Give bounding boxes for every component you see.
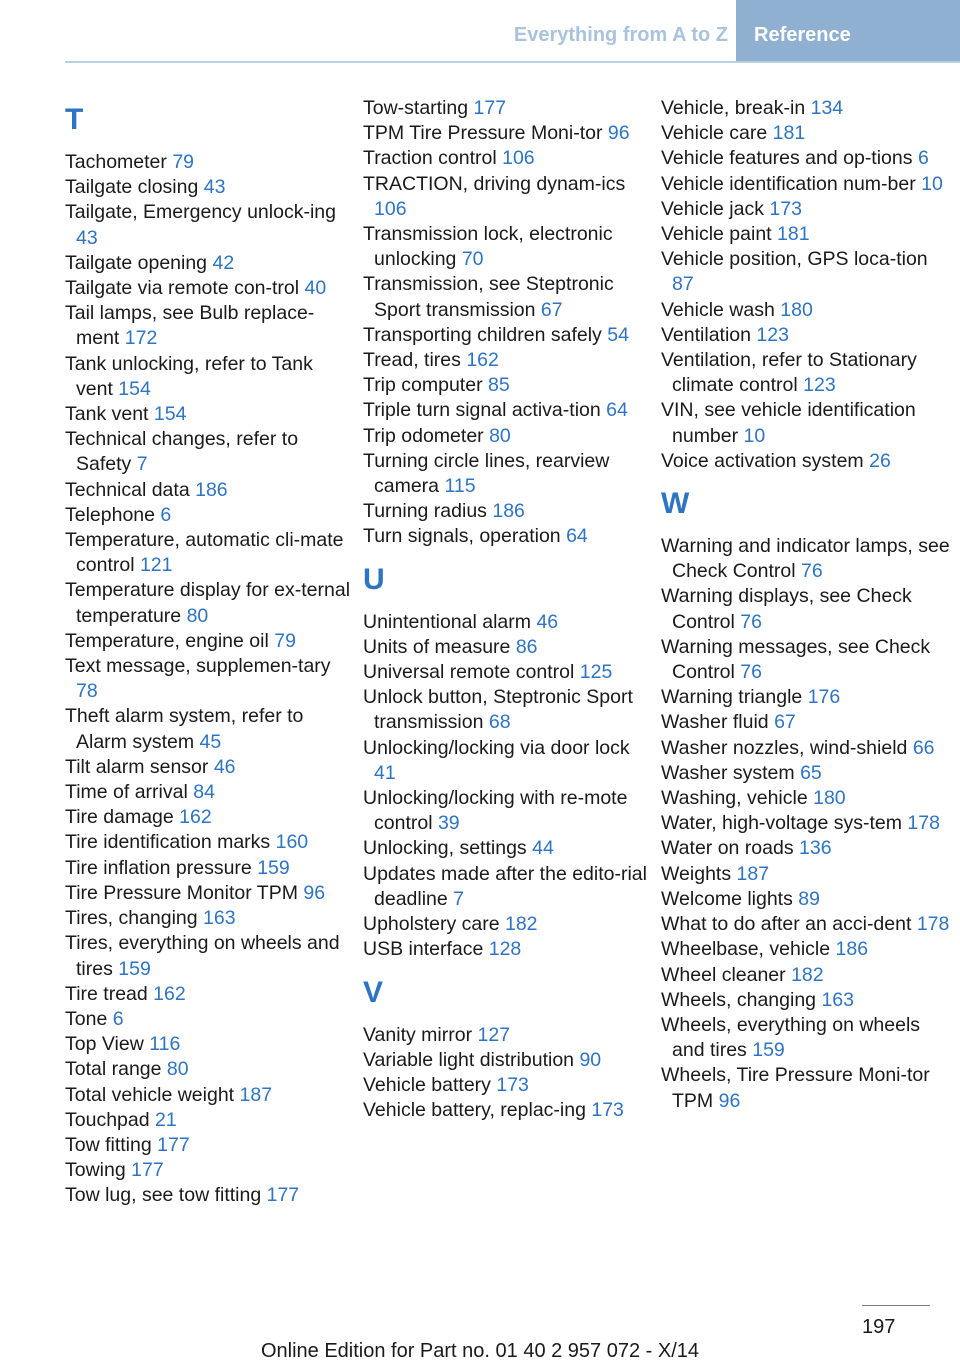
index-entry-text: Unlocking, settings bbox=[363, 837, 527, 860]
index-entry-text: Theft alarm system, refer to Alarm system bbox=[65, 705, 304, 753]
page-reference-link[interactable]: 67 bbox=[540, 298, 563, 321]
page-reference-link[interactable]: 181 bbox=[777, 223, 810, 246]
index-entry bbox=[661, 761, 951, 786]
index-entry bbox=[65, 654, 355, 704]
index-column-1 bbox=[65, 96, 355, 1209]
footer-divider bbox=[862, 1305, 930, 1306]
index-entry-text: Unlock button, Steptronic Sport transmission bbox=[363, 686, 633, 734]
index-entry bbox=[661, 862, 951, 887]
index-entry bbox=[65, 629, 355, 654]
index-entry bbox=[661, 912, 951, 937]
page-reference-link[interactable]: 180 bbox=[813, 787, 846, 810]
index-entry bbox=[661, 348, 951, 398]
page-header bbox=[0, 0, 960, 62]
index-entry-text: Transmission, see Steptronic Sport transmission bbox=[363, 273, 614, 321]
index-entry-text: Tilt alarm sensor bbox=[65, 755, 209, 778]
index-entry-text: Ventilation bbox=[661, 323, 751, 346]
index-column-3 bbox=[661, 96, 951, 1114]
index-letter-heading: V bbox=[363, 975, 384, 1009]
index-entry bbox=[65, 931, 355, 981]
page-reference-link[interactable]: 10 bbox=[743, 424, 766, 447]
index-entry-text: Total vehicle weight bbox=[65, 1083, 235, 1106]
index-entry bbox=[661, 736, 951, 761]
page-reference-link[interactable]: 21 bbox=[155, 1108, 177, 1131]
index-entry-text: Tire damage bbox=[65, 806, 174, 829]
index-entry bbox=[65, 906, 355, 931]
page-reference-link[interactable]: 87 bbox=[672, 273, 694, 296]
page-reference-link[interactable]: 78 bbox=[76, 680, 98, 703]
index-entry-text: Warning and indicator lamps, see Check Control bbox=[661, 535, 950, 583]
page-reference-link[interactable]: 89 bbox=[798, 887, 820, 910]
index-entry-text: Updates made after the edito-rial deadline bbox=[363, 862, 647, 910]
index-entry bbox=[661, 710, 951, 735]
page-reference-link[interactable]: 125 bbox=[579, 661, 613, 684]
index-entry-text: Wheel cleaner bbox=[661, 963, 786, 986]
index-entry bbox=[65, 704, 355, 754]
index-entry bbox=[661, 222, 951, 247]
index-entry bbox=[363, 348, 653, 373]
index-entry-text: Voice activation system bbox=[661, 449, 864, 472]
page-reference-link[interactable]: 186 bbox=[492, 500, 525, 523]
index-entry bbox=[661, 398, 951, 448]
index-entry bbox=[363, 786, 653, 836]
index-entry-text: Trip computer bbox=[363, 374, 483, 397]
index-entry bbox=[661, 96, 951, 121]
index-entry bbox=[363, 373, 653, 398]
index-entry-text: Variable light distribution bbox=[363, 1048, 575, 1071]
index-entry-text: Trip odometer bbox=[363, 424, 484, 447]
index-entry-text: Weights bbox=[661, 862, 732, 885]
index-entry-text: Tire inflation pressure bbox=[65, 856, 252, 879]
page-reference-link[interactable]: 85 bbox=[487, 374, 510, 397]
index-entry-text: VIN, see vehicle identification number bbox=[661, 399, 916, 447]
index-entry bbox=[661, 836, 951, 861]
index-entry-text: Unintentional alarm bbox=[363, 610, 532, 633]
index-entry-text: Welcome lights bbox=[661, 887, 793, 910]
index-entry bbox=[65, 402, 355, 427]
index-entry bbox=[65, 856, 355, 881]
index-entry bbox=[65, 830, 355, 855]
index-entry bbox=[65, 175, 355, 200]
index-entry-text: Temperature display for ex-ternal temperature bbox=[65, 579, 351, 627]
index-entry bbox=[363, 323, 653, 348]
page-number: 197 bbox=[862, 1316, 896, 1338]
index-entry bbox=[363, 524, 653, 549]
index-entry bbox=[363, 398, 653, 423]
page-reference-link[interactable]: 79 bbox=[274, 629, 296, 652]
index-entry bbox=[363, 862, 653, 912]
page-reference-link[interactable]: 70 bbox=[461, 248, 484, 271]
header-divider bbox=[65, 61, 960, 63]
page-reference-link[interactable]: 177 bbox=[473, 97, 507, 119]
index-entry-text: Tow-starting bbox=[363, 97, 469, 119]
index-entry bbox=[65, 276, 355, 301]
index-entry bbox=[65, 1057, 355, 1082]
index-entry-text: Tank unlocking, refer to Tank vent bbox=[65, 352, 313, 400]
index-entry bbox=[65, 805, 355, 830]
page-reference-link[interactable]: 178 bbox=[907, 812, 940, 835]
index-entry-text: Turning radius bbox=[363, 500, 487, 523]
index-entry-text: Text message, supplemen-tary bbox=[65, 655, 331, 678]
page-reference-link[interactable]: 76 bbox=[740, 661, 762, 684]
index-entry-text: Top View bbox=[65, 1033, 144, 1056]
page-reference-link[interactable]: 80 bbox=[166, 1058, 189, 1081]
index-entry-text: Tailgate closing bbox=[65, 176, 199, 199]
index-entry bbox=[363, 660, 653, 685]
index-entry bbox=[363, 937, 653, 962]
page-reference-link[interactable]: 115 bbox=[444, 475, 476, 498]
page-reference-link[interactable]: 6 bbox=[917, 147, 929, 170]
page-reference-link[interactable]: 26 bbox=[869, 449, 891, 472]
page-reference-link[interactable]: 106 bbox=[374, 197, 407, 220]
page-reference-link[interactable]: 186 bbox=[195, 478, 228, 501]
index-entry bbox=[65, 1183, 355, 1208]
index-entry-text: Tail lamps, see Bulb replace-ment bbox=[65, 302, 315, 350]
page-reference-link[interactable]: 154 bbox=[118, 377, 151, 400]
index-entry-text: Tailgate via remote con-trol bbox=[65, 277, 300, 300]
index-entry-text: Towing bbox=[65, 1159, 126, 1182]
index-entry bbox=[363, 222, 653, 272]
index-entry bbox=[661, 449, 951, 474]
index-entry bbox=[65, 251, 355, 276]
page-reference-link[interactable]: 177 bbox=[131, 1159, 164, 1182]
page-reference-link[interactable]: 76 bbox=[740, 610, 762, 633]
index-entry-text: Technical changes, refer to Safety bbox=[65, 428, 299, 476]
index-entry-text: What to do after an acci-dent bbox=[661, 913, 912, 936]
index-entry bbox=[65, 982, 355, 1007]
index-entry bbox=[661, 685, 951, 710]
page-reference-link[interactable]: 177 bbox=[157, 1133, 190, 1156]
index-entry-text: Warning messages, see Check Control bbox=[661, 635, 931, 684]
index-entry bbox=[65, 427, 355, 477]
index-entry-text: Wheelbase, vehicle bbox=[661, 938, 831, 961]
index-entry bbox=[363, 424, 653, 449]
index-entry bbox=[661, 197, 951, 222]
page-reference-link[interactable]: 90 bbox=[579, 1048, 602, 1071]
index-entry bbox=[363, 449, 653, 499]
index-entry bbox=[363, 836, 653, 861]
index-entry-text: Warning displays, see Check Control bbox=[661, 585, 912, 633]
page-reference-link[interactable]: 159 bbox=[257, 856, 290, 879]
page-reference-link[interactable]: 106 bbox=[502, 147, 535, 170]
page-reference-link[interactable]: 96 bbox=[303, 881, 326, 904]
index-entry bbox=[661, 121, 951, 146]
page-reference-link[interactable]: 46 bbox=[536, 610, 559, 633]
index-entry bbox=[363, 172, 653, 222]
index-entry-text: Total range bbox=[65, 1058, 162, 1081]
index-letter-heading: T bbox=[65, 103, 84, 136]
index-entry bbox=[65, 1032, 355, 1057]
page-reference-link[interactable]: 159 bbox=[118, 957, 151, 980]
index-entry bbox=[661, 1063, 951, 1113]
page-reference-link[interactable]: 172 bbox=[124, 327, 158, 350]
index-entry bbox=[363, 1098, 653, 1123]
index-entry bbox=[661, 988, 951, 1013]
index-entry-text: Washer system bbox=[661, 761, 795, 784]
index-entry bbox=[661, 635, 951, 685]
index-entry-text: TPM Tire Pressure Moni-tor bbox=[363, 122, 603, 145]
index-entry-text: Washer fluid bbox=[661, 711, 769, 734]
page-reference-link[interactable]: 136 bbox=[799, 837, 832, 860]
page-reference-link[interactable]: 123 bbox=[803, 374, 836, 397]
page-reference-link[interactable]: 79 bbox=[172, 151, 195, 173]
index-entry bbox=[661, 786, 951, 811]
index-entry-text: Transmission lock, electronic unlocking bbox=[363, 223, 613, 271]
index-entry-text: Turn signals, operation bbox=[363, 525, 561, 548]
page-reference-link[interactable]: 162 bbox=[466, 349, 499, 372]
page-reference-link[interactable]: 121 bbox=[139, 554, 173, 577]
index-entry-text: Turning circle lines, rearview camera bbox=[363, 449, 610, 498]
index-entry bbox=[65, 1007, 355, 1032]
page-reference-link[interactable]: 66 bbox=[912, 736, 935, 759]
index-entry-text: Unlocking/locking via door lock bbox=[363, 736, 630, 759]
index-entry-text: Temperature, engine oil bbox=[65, 629, 269, 652]
index-entry bbox=[661, 247, 951, 297]
page-reference-link[interactable]: 187 bbox=[736, 862, 770, 885]
index-entry-text: Time of arrival bbox=[65, 781, 188, 804]
index-entry-text: Vehicle battery, replac-ing bbox=[363, 1099, 586, 1122]
index-entry-text: Water on roads bbox=[661, 837, 794, 860]
page-reference-link[interactable]: 159 bbox=[752, 1039, 785, 1062]
index-entry-text: Wheels, changing bbox=[661, 988, 817, 1011]
index-letter-heading: W bbox=[661, 487, 690, 521]
index-entry bbox=[65, 780, 355, 805]
page-reference-link[interactable]: 10 bbox=[921, 172, 943, 195]
index-entry-text: Tire Pressure Monitor TPM bbox=[65, 881, 298, 904]
page-reference-link[interactable]: 96 bbox=[607, 122, 630, 145]
edition-line: Online Edition for Part no. 01 40 2 957 072 - X/14 bbox=[260, 1340, 700, 1362]
index-entry-text: Tow fitting bbox=[65, 1133, 152, 1156]
index-entry-text: Unlocking/locking with re-mote control bbox=[363, 787, 628, 835]
page-reference-link[interactable]: 163 bbox=[821, 988, 854, 1011]
index-entry bbox=[65, 301, 355, 351]
page-reference-link[interactable]: 134 bbox=[810, 97, 844, 119]
page-reference-link[interactable]: 182 bbox=[791, 963, 824, 986]
page-reference-link[interactable]: 182 bbox=[504, 913, 538, 936]
page-reference-link[interactable]: 178 bbox=[916, 913, 950, 936]
index-entry-text: Traction control bbox=[363, 147, 497, 170]
index-entry-text: Tailgate, Emergency unlock-ing bbox=[65, 201, 336, 224]
page-reference-link[interactable]: 41 bbox=[374, 761, 396, 784]
page-reference-link[interactable]: 80 bbox=[186, 604, 209, 627]
index-entry-text: Units of measure bbox=[363, 635, 511, 658]
index-entry-text: Tires, everything on wheels and tires bbox=[65, 932, 340, 980]
index-entry bbox=[661, 963, 951, 988]
index-entry bbox=[661, 887, 951, 912]
page-reference-link[interactable]: 186 bbox=[835, 938, 869, 961]
index-entry bbox=[363, 736, 653, 786]
index-entry bbox=[65, 1108, 355, 1133]
index-entry bbox=[363, 1073, 653, 1098]
index-entry-text: Vehicle wash bbox=[661, 298, 775, 321]
index-entry-text: Vehicle identification num-ber bbox=[661, 172, 916, 195]
page-reference-link[interactable]: 76 bbox=[800, 560, 823, 583]
page-reference-link[interactable]: 7 bbox=[453, 887, 465, 910]
index-entry bbox=[661, 172, 951, 197]
index-entry bbox=[65, 1133, 355, 1158]
index-entry-text: Vehicle, break-in bbox=[661, 97, 806, 119]
index-entry-text: Washer nozzles, wind-shield bbox=[661, 736, 908, 759]
page-reference-link[interactable]: 54 bbox=[607, 323, 629, 346]
page-reference-link[interactable]: 173 bbox=[591, 1099, 624, 1122]
index-entry bbox=[363, 610, 653, 635]
index-entry bbox=[363, 1023, 653, 1048]
index-entry-text: Tires, changing bbox=[65, 907, 198, 930]
index-entry bbox=[363, 635, 653, 660]
page-reference-link[interactable]: 177 bbox=[266, 1184, 300, 1207]
index-entry bbox=[363, 146, 653, 171]
page-reference-link[interactable]: 86 bbox=[515, 635, 538, 658]
index-entry-text: Vehicle paint bbox=[661, 223, 772, 246]
index-entry bbox=[661, 534, 951, 584]
index-entry-text: Tread, tires bbox=[363, 349, 461, 372]
index-entry bbox=[65, 200, 355, 250]
page-reference-link[interactable]: 43 bbox=[76, 226, 98, 249]
page-reference-link[interactable]: 68 bbox=[488, 711, 511, 734]
index-entry-text: Washing, vehicle bbox=[661, 787, 808, 810]
page-reference-link[interactable]: 7 bbox=[136, 453, 148, 476]
index-entry bbox=[661, 298, 951, 323]
page-reference-link[interactable]: 45 bbox=[199, 730, 222, 753]
index-entry-text: Tire tread bbox=[65, 982, 148, 1005]
index-entry-text: Technical data bbox=[65, 478, 190, 501]
page-reference-link[interactable]: 67 bbox=[774, 711, 796, 734]
index-entry-text: Water, high-voltage sys-tem bbox=[661, 812, 902, 835]
index-entry bbox=[65, 755, 355, 780]
index-entry bbox=[65, 528, 355, 578]
index-entry-text: Vehicle battery bbox=[363, 1073, 491, 1096]
index-entry-text: Vanity mirror bbox=[363, 1023, 473, 1046]
index-entry bbox=[363, 499, 653, 524]
index-entry-text: Transporting children safely bbox=[363, 323, 602, 346]
index-entry-text: Vehicle features and op-tions bbox=[661, 147, 913, 170]
page-reference-link[interactable]: 173 bbox=[769, 197, 802, 220]
index-entry-text: Ventilation, refer to Stationary climate control bbox=[661, 349, 917, 397]
page-reference-link[interactable]: 65 bbox=[800, 761, 822, 784]
index-entry-text: Vehicle care bbox=[661, 122, 768, 145]
index-entry bbox=[661, 1013, 951, 1063]
index-entry-text: Touchpad bbox=[65, 1108, 150, 1131]
index-entry-text: Wheels, Tire Pressure Moni-tor TPM bbox=[661, 1064, 930, 1112]
page-reference-link[interactable]: 116 bbox=[149, 1033, 181, 1056]
page-reference-link[interactable]: 123 bbox=[756, 323, 789, 346]
index-entry-text: Tank vent bbox=[65, 403, 149, 426]
page-reference-link[interactable]: 39 bbox=[437, 812, 460, 835]
index-entry-text: Warning triangle bbox=[661, 686, 803, 709]
index-entry bbox=[363, 912, 653, 937]
index-letter-heading: U bbox=[363, 562, 385, 596]
page-reference-link[interactable]: 160 bbox=[275, 831, 309, 854]
index-entry-text: Wheels, everything on wheels and tires bbox=[661, 1013, 921, 1062]
page-reference-link[interactable]: 127 bbox=[477, 1023, 511, 1046]
page-reference-link[interactable]: 162 bbox=[179, 806, 212, 829]
header-tab-reference: Reference bbox=[736, 0, 960, 62]
page-reference-link[interactable]: 181 bbox=[772, 122, 806, 145]
index-entry-text: Vehicle position, GPS loca-tion bbox=[661, 248, 928, 271]
index-entry bbox=[65, 881, 355, 906]
page-reference-link[interactable]: 154 bbox=[153, 403, 187, 426]
page-reference-link[interactable]: 6 bbox=[112, 1007, 124, 1030]
index-entry bbox=[65, 578, 355, 628]
index-entry-text: TRACTION, driving dynam-ics bbox=[363, 172, 626, 195]
index-entry bbox=[661, 323, 951, 348]
page-reference-link[interactable]: 64 bbox=[566, 525, 588, 548]
index-entry bbox=[363, 96, 653, 121]
page-reference-link[interactable]: 96 bbox=[718, 1089, 741, 1112]
index-entry bbox=[363, 685, 653, 735]
index-column-2 bbox=[363, 96, 653, 1123]
index-entry bbox=[661, 584, 951, 634]
index-entry bbox=[661, 811, 951, 836]
index-entry-text: Tailgate opening bbox=[65, 251, 208, 274]
index-entry-text: Temperature, automatic cli-mate control bbox=[65, 529, 344, 577]
header-section-title: Everything from A to Z bbox=[513, 24, 728, 46]
page-reference-link[interactable]: 44 bbox=[532, 837, 554, 860]
index-entry bbox=[65, 1158, 355, 1183]
page-reference-link[interactable]: 46 bbox=[213, 755, 236, 778]
index-entry bbox=[65, 352, 355, 402]
index-entry-text: Tire identification marks bbox=[65, 831, 271, 854]
page-reference-link[interactable]: 80 bbox=[489, 424, 511, 447]
index-entry-text: Tachometer bbox=[65, 151, 167, 173]
page-reference-link[interactable]: 162 bbox=[153, 982, 186, 1005]
page-reference-link[interactable]: 40 bbox=[304, 277, 327, 300]
index-entry-text: Universal remote control bbox=[363, 661, 575, 684]
index-entry bbox=[661, 146, 951, 171]
index-entry bbox=[363, 272, 653, 322]
index-entry bbox=[65, 150, 355, 175]
index-entry bbox=[65, 478, 355, 503]
index-entry bbox=[65, 1083, 355, 1108]
index-entry-text: Telephone bbox=[65, 503, 155, 526]
page-reference-link[interactable]: 128 bbox=[488, 938, 522, 961]
index-entry-text: Vehicle jack bbox=[661, 197, 764, 220]
index-entry-text: USB interface bbox=[363, 938, 484, 961]
index-entry bbox=[661, 937, 951, 962]
index-entry-text: Upholstery care bbox=[363, 913, 500, 936]
index-entry-text: Tone bbox=[65, 1007, 108, 1030]
index-entry bbox=[65, 503, 355, 528]
page-reference-link[interactable]: 187 bbox=[239, 1083, 273, 1106]
index-entry-text: Triple turn signal activa-tion bbox=[363, 399, 601, 422]
page-reference-link[interactable]: 176 bbox=[807, 686, 841, 709]
page-reference-link[interactable]: 6 bbox=[160, 503, 172, 526]
page-reference-link[interactable]: 173 bbox=[496, 1073, 529, 1096]
page-reference-link[interactable]: 43 bbox=[203, 176, 226, 199]
page-reference-link[interactable]: 42 bbox=[212, 251, 235, 274]
index-entry bbox=[363, 121, 653, 146]
index-entry-text: Tow lug, see tow fitting bbox=[65, 1184, 262, 1207]
index-entry bbox=[363, 1048, 653, 1073]
page-reference-link[interactable]: 180 bbox=[780, 298, 813, 321]
page-reference-link[interactable]: 84 bbox=[193, 781, 215, 804]
page-reference-link[interactable]: 64 bbox=[606, 399, 628, 422]
page-reference-link[interactable]: 163 bbox=[203, 907, 236, 930]
